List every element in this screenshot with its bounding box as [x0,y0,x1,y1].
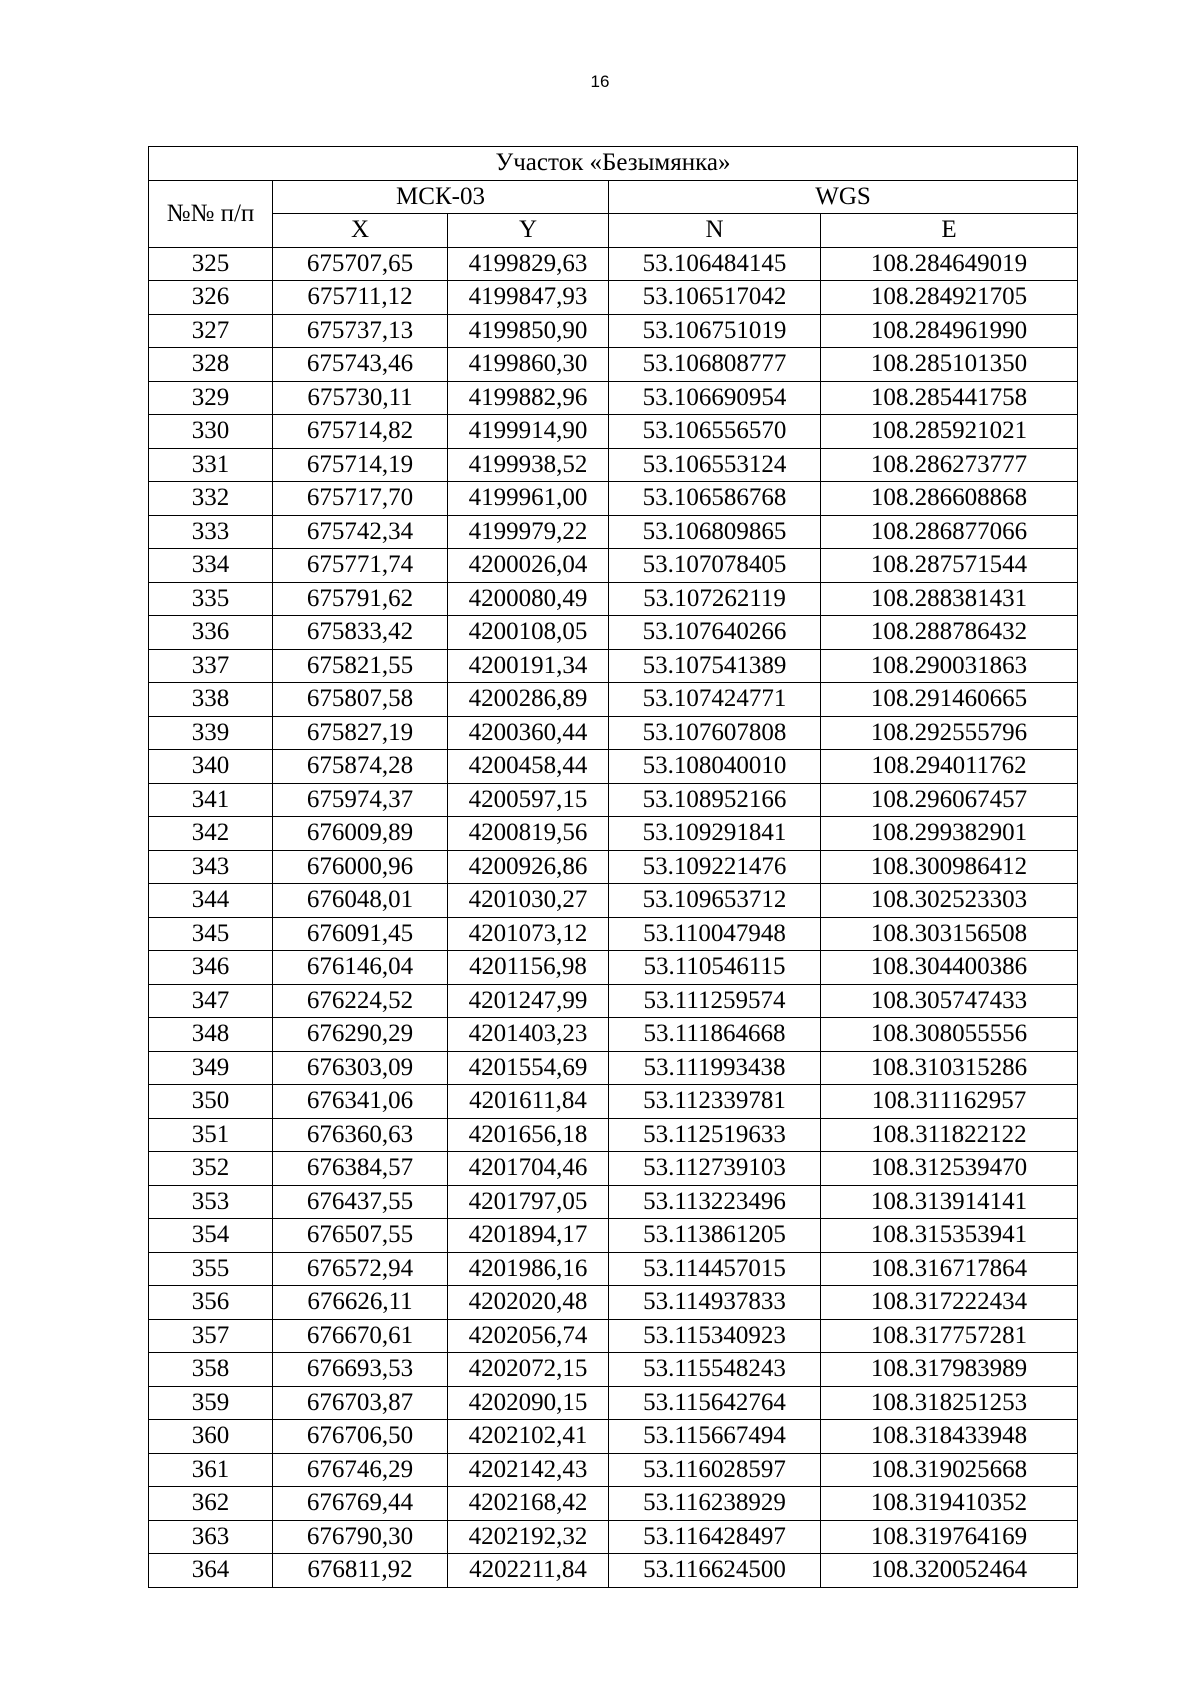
cell-num: 333 [149,515,273,549]
cell-e: 108.320052464 [821,1554,1078,1588]
table-row [149,482,1078,516]
cell-x: 676626,11 [273,1286,448,1320]
cell-n: 53.109221476 [609,850,821,884]
cell-num: 327 [149,314,273,348]
cell-n: 53.112339781 [609,1085,821,1119]
cell-e: 108.313914141 [821,1185,1078,1219]
cell-x: 675807,58 [273,683,448,717]
cell-x: 676769,44 [273,1487,448,1521]
cell-e: 108.300986412 [821,850,1078,884]
cell-e: 108.284921705 [821,281,1078,315]
cell-num: 334 [149,549,273,583]
cell-n: 53.114937833 [609,1286,821,1320]
cell-y: 4199938,52 [448,448,609,482]
cell-x: 676290,29 [273,1018,448,1052]
table-row [149,1152,1078,1186]
cell-y: 4201247,99 [448,984,609,1018]
cell-num: 357 [149,1319,273,1353]
cell-n: 53.111993438 [609,1051,821,1085]
cell-e: 108.316717864 [821,1252,1078,1286]
cell-y: 4201986,16 [448,1252,609,1286]
cell-y: 4201656,18 [448,1118,609,1152]
cell-num: 342 [149,817,273,851]
table-row [149,1118,1078,1152]
cell-x: 675791,62 [273,582,448,616]
cell-num: 329 [149,381,273,415]
cell-y: 4202072,15 [448,1353,609,1387]
cell-y: 4201894,17 [448,1219,609,1253]
page-number: 16 [590,72,610,91]
cell-num: 359 [149,1386,273,1420]
header-e: E [821,214,1078,248]
cell-e: 108.292555796 [821,716,1078,750]
cell-x: 675833,42 [273,616,448,650]
coordinates-table [148,146,1078,1588]
table-row [149,448,1078,482]
cell-n: 53.108040010 [609,750,821,784]
cell-n: 53.116238929 [609,1487,821,1521]
cell-x: 676790,30 [273,1520,448,1554]
cell-num: 353 [149,1185,273,1219]
table-row [149,683,1078,717]
cell-y: 4201403,23 [448,1018,609,1052]
cell-x: 676091,45 [273,917,448,951]
table-title: Участок «Безымянка» [149,147,1078,181]
cell-e: 108.294011762 [821,750,1078,784]
cell-num: 360 [149,1420,273,1454]
cell-x: 675717,70 [273,482,448,516]
cell-n: 53.109291841 [609,817,821,851]
cell-x: 676000,96 [273,850,448,884]
cell-y: 4201030,27 [448,884,609,918]
cell-num: 328 [149,348,273,382]
cell-n: 53.107607808 [609,716,821,750]
cell-n: 53.106690954 [609,381,821,415]
cell-n: 53.112519633 [609,1118,821,1152]
cell-num: 340 [149,750,273,784]
cell-y: 4200286,89 [448,683,609,717]
cell-y: 4201704,46 [448,1152,609,1186]
cell-e: 108.315353941 [821,1219,1078,1253]
table-row [149,1554,1078,1588]
cell-n: 53.115642764 [609,1386,821,1420]
cell-x: 676437,55 [273,1185,448,1219]
cell-x: 676703,87 [273,1386,448,1420]
cell-num: 354 [149,1219,273,1253]
cell-n: 53.106586768 [609,482,821,516]
cell-e: 108.299382901 [821,817,1078,851]
table-row [149,649,1078,683]
cell-x: 676670,61 [273,1319,448,1353]
cell-num: 358 [149,1353,273,1387]
cell-e: 108.303156508 [821,917,1078,951]
cell-x: 676572,94 [273,1252,448,1286]
cell-y: 4202192,32 [448,1520,609,1554]
cell-num: 336 [149,616,273,650]
cell-e: 108.302523303 [821,884,1078,918]
cell-n: 53.111864668 [609,1018,821,1052]
cell-e: 108.296067457 [821,783,1078,817]
cell-e: 108.311162957 [821,1085,1078,1119]
cell-x: 676811,92 [273,1554,448,1588]
cell-num: 344 [149,884,273,918]
cell-e: 108.291460665 [821,683,1078,717]
cell-y: 4201156,98 [448,951,609,985]
cell-x: 676706,50 [273,1420,448,1454]
cell-y: 4199860,30 [448,348,609,382]
cell-y: 4200108,05 [448,616,609,650]
cell-num: 355 [149,1252,273,1286]
table-row [149,984,1078,1018]
cell-num: 350 [149,1085,273,1119]
cell-n: 53.106517042 [609,281,821,315]
cell-x: 675874,28 [273,750,448,784]
cell-num: 356 [149,1286,273,1320]
cell-y: 4202211,84 [448,1554,609,1588]
cell-x: 675711,12 [273,281,448,315]
cell-e: 108.285101350 [821,348,1078,382]
table-row [149,314,1078,348]
cell-y: 4199847,93 [448,281,609,315]
cell-x: 676746,29 [273,1453,448,1487]
cell-n: 53.114457015 [609,1252,821,1286]
cell-e: 108.308055556 [821,1018,1078,1052]
cell-x: 675743,46 [273,348,448,382]
cell-e: 108.288381431 [821,582,1078,616]
cell-e: 108.311822122 [821,1118,1078,1152]
cell-x: 676360,63 [273,1118,448,1152]
cell-y: 4200926,86 [448,850,609,884]
table-row [149,1219,1078,1253]
cell-y: 4200191,34 [448,649,609,683]
cell-y: 4200458,44 [448,750,609,784]
cell-y: 4199829,63 [448,247,609,281]
cell-num: 364 [149,1554,273,1588]
cell-n: 53.106751019 [609,314,821,348]
cell-e: 108.319025668 [821,1453,1078,1487]
table-row [149,1420,1078,1454]
cell-y: 4201611,84 [448,1085,609,1119]
cell-e: 108.317222434 [821,1286,1078,1320]
cell-x: 676146,04 [273,951,448,985]
table-row [149,1487,1078,1521]
cell-n: 53.110546115 [609,951,821,985]
header-num: №№ п/п [149,180,273,247]
cell-x: 676341,06 [273,1085,448,1119]
cell-x: 676693,53 [273,1353,448,1387]
cell-y: 4202102,41 [448,1420,609,1454]
cell-num: 330 [149,415,273,449]
table-row [149,247,1078,281]
table-row [149,1185,1078,1219]
cell-x: 675771,74 [273,549,448,583]
cell-num: 335 [149,582,273,616]
cell-x: 675714,19 [273,448,448,482]
cell-n: 53.106553124 [609,448,821,482]
cell-num: 347 [149,984,273,1018]
cell-e: 108.286877066 [821,515,1078,549]
cell-n: 53.107078405 [609,549,821,583]
table-row [149,515,1078,549]
table-header [149,147,1078,248]
cell-x: 675742,34 [273,515,448,549]
cell-x: 675737,13 [273,314,448,348]
table-row [149,716,1078,750]
cell-n: 53.107262119 [609,582,821,616]
cell-n: 53.112739103 [609,1152,821,1186]
table-row [149,348,1078,382]
cell-num: 343 [149,850,273,884]
table-row [149,951,1078,985]
cell-x: 675974,37 [273,783,448,817]
cell-e: 108.285921021 [821,415,1078,449]
table-row [149,1252,1078,1286]
table-row [149,582,1078,616]
cell-e: 108.284961990 [821,314,1078,348]
cell-e: 108.290031863 [821,649,1078,683]
table-row [149,381,1078,415]
cell-y: 4201797,05 [448,1185,609,1219]
cell-n: 53.107424771 [609,683,821,717]
cell-y: 4201073,12 [448,917,609,951]
cell-y: 4199882,96 [448,381,609,415]
cell-y: 4199979,22 [448,515,609,549]
cell-e: 108.312539470 [821,1152,1078,1186]
table-row [149,917,1078,951]
cell-num: 362 [149,1487,273,1521]
table-row [149,1319,1078,1353]
cell-n: 53.107640266 [609,616,821,650]
cell-n: 53.111259574 [609,984,821,1018]
table-row [149,616,1078,650]
cell-y: 4200026,04 [448,549,609,583]
cell-n: 53.106809865 [609,515,821,549]
cell-y: 4199961,00 [448,482,609,516]
cell-y: 4202056,74 [448,1319,609,1353]
cell-n: 53.116028597 [609,1453,821,1487]
cell-y: 4202168,42 [448,1487,609,1521]
table-row [149,1453,1078,1487]
table-row [149,281,1078,315]
cell-y: 4200597,15 [448,783,609,817]
cell-n: 53.106808777 [609,348,821,382]
cell-n: 53.113861205 [609,1219,821,1253]
cell-n: 53.116428497 [609,1520,821,1554]
cell-num: 325 [149,247,273,281]
cell-n: 53.115548243 [609,1353,821,1387]
cell-n: 53.115667494 [609,1420,821,1454]
cell-n: 53.109653712 [609,884,821,918]
cell-e: 108.317983989 [821,1353,1078,1387]
cell-e: 108.318251253 [821,1386,1078,1420]
cell-n: 53.106556570 [609,415,821,449]
table-row [149,1386,1078,1420]
cell-y: 4202142,43 [448,1453,609,1487]
cell-num: 331 [149,448,273,482]
cell-n: 53.115340923 [609,1319,821,1353]
cell-x: 675730,11 [273,381,448,415]
cell-x: 676384,57 [273,1152,448,1186]
cell-num: 337 [149,649,273,683]
cell-num: 346 [149,951,273,985]
cell-n: 53.116624500 [609,1554,821,1588]
cell-e: 108.318433948 [821,1420,1078,1454]
cell-n: 53.106484145 [609,247,821,281]
header-group-msk: МСК-03 [273,180,609,214]
cell-e: 108.288786432 [821,616,1078,650]
table-row [149,549,1078,583]
cell-y: 4199914,90 [448,415,609,449]
cell-e: 108.286608868 [821,482,1078,516]
cell-y: 4201554,69 [448,1051,609,1085]
cell-e: 108.305747433 [821,984,1078,1018]
table-row [149,884,1078,918]
cell-x: 676009,89 [273,817,448,851]
header-x: X [273,214,448,248]
cell-y: 4202090,15 [448,1386,609,1420]
table-row [149,415,1078,449]
cell-x: 675707,65 [273,247,448,281]
cell-x: 675714,82 [273,415,448,449]
table-row [149,1018,1078,1052]
table-row [149,1051,1078,1085]
cell-num: 345 [149,917,273,951]
cell-num: 351 [149,1118,273,1152]
cell-num: 326 [149,281,273,315]
cell-num: 361 [149,1453,273,1487]
table-row [149,817,1078,851]
cell-e: 108.319410352 [821,1487,1078,1521]
cell-num: 338 [149,683,273,717]
cell-y: 4202020,48 [448,1286,609,1320]
cell-e: 108.286273777 [821,448,1078,482]
table-body [149,247,1078,1587]
cell-e: 108.304400386 [821,951,1078,985]
cell-e: 108.310315286 [821,1051,1078,1085]
cell-num: 363 [149,1520,273,1554]
cell-e: 108.287571544 [821,549,1078,583]
cell-num: 349 [149,1051,273,1085]
table-row [149,850,1078,884]
cell-num: 348 [149,1018,273,1052]
cell-x: 675821,55 [273,649,448,683]
cell-e: 108.317757281 [821,1319,1078,1353]
table-row [149,750,1078,784]
cell-n: 53.108952166 [609,783,821,817]
cell-num: 341 [149,783,273,817]
cell-y: 4199850,90 [448,314,609,348]
cell-x: 676303,09 [273,1051,448,1085]
cell-x: 676048,01 [273,884,448,918]
cell-e: 108.284649019 [821,247,1078,281]
cell-num: 339 [149,716,273,750]
cell-num: 352 [149,1152,273,1186]
table-row [149,1286,1078,1320]
cell-e: 108.319764169 [821,1520,1078,1554]
cell-y: 4200360,44 [448,716,609,750]
cell-n: 53.107541389 [609,649,821,683]
table-row [149,1520,1078,1554]
cell-num: 332 [149,482,273,516]
cell-x: 675827,19 [273,716,448,750]
cell-x: 676507,55 [273,1219,448,1253]
cell-e: 108.285441758 [821,381,1078,415]
cell-y: 4200819,56 [448,817,609,851]
header-y: Y [448,214,609,248]
cell-n: 53.110047948 [609,917,821,951]
cell-x: 676224,52 [273,984,448,1018]
cell-y: 4200080,49 [448,582,609,616]
header-group-wgs: WGS [609,180,1078,214]
header-n: N [609,214,821,248]
table-row [149,1085,1078,1119]
table-row [149,783,1078,817]
table-row [149,1353,1078,1387]
cell-n: 53.113223496 [609,1185,821,1219]
